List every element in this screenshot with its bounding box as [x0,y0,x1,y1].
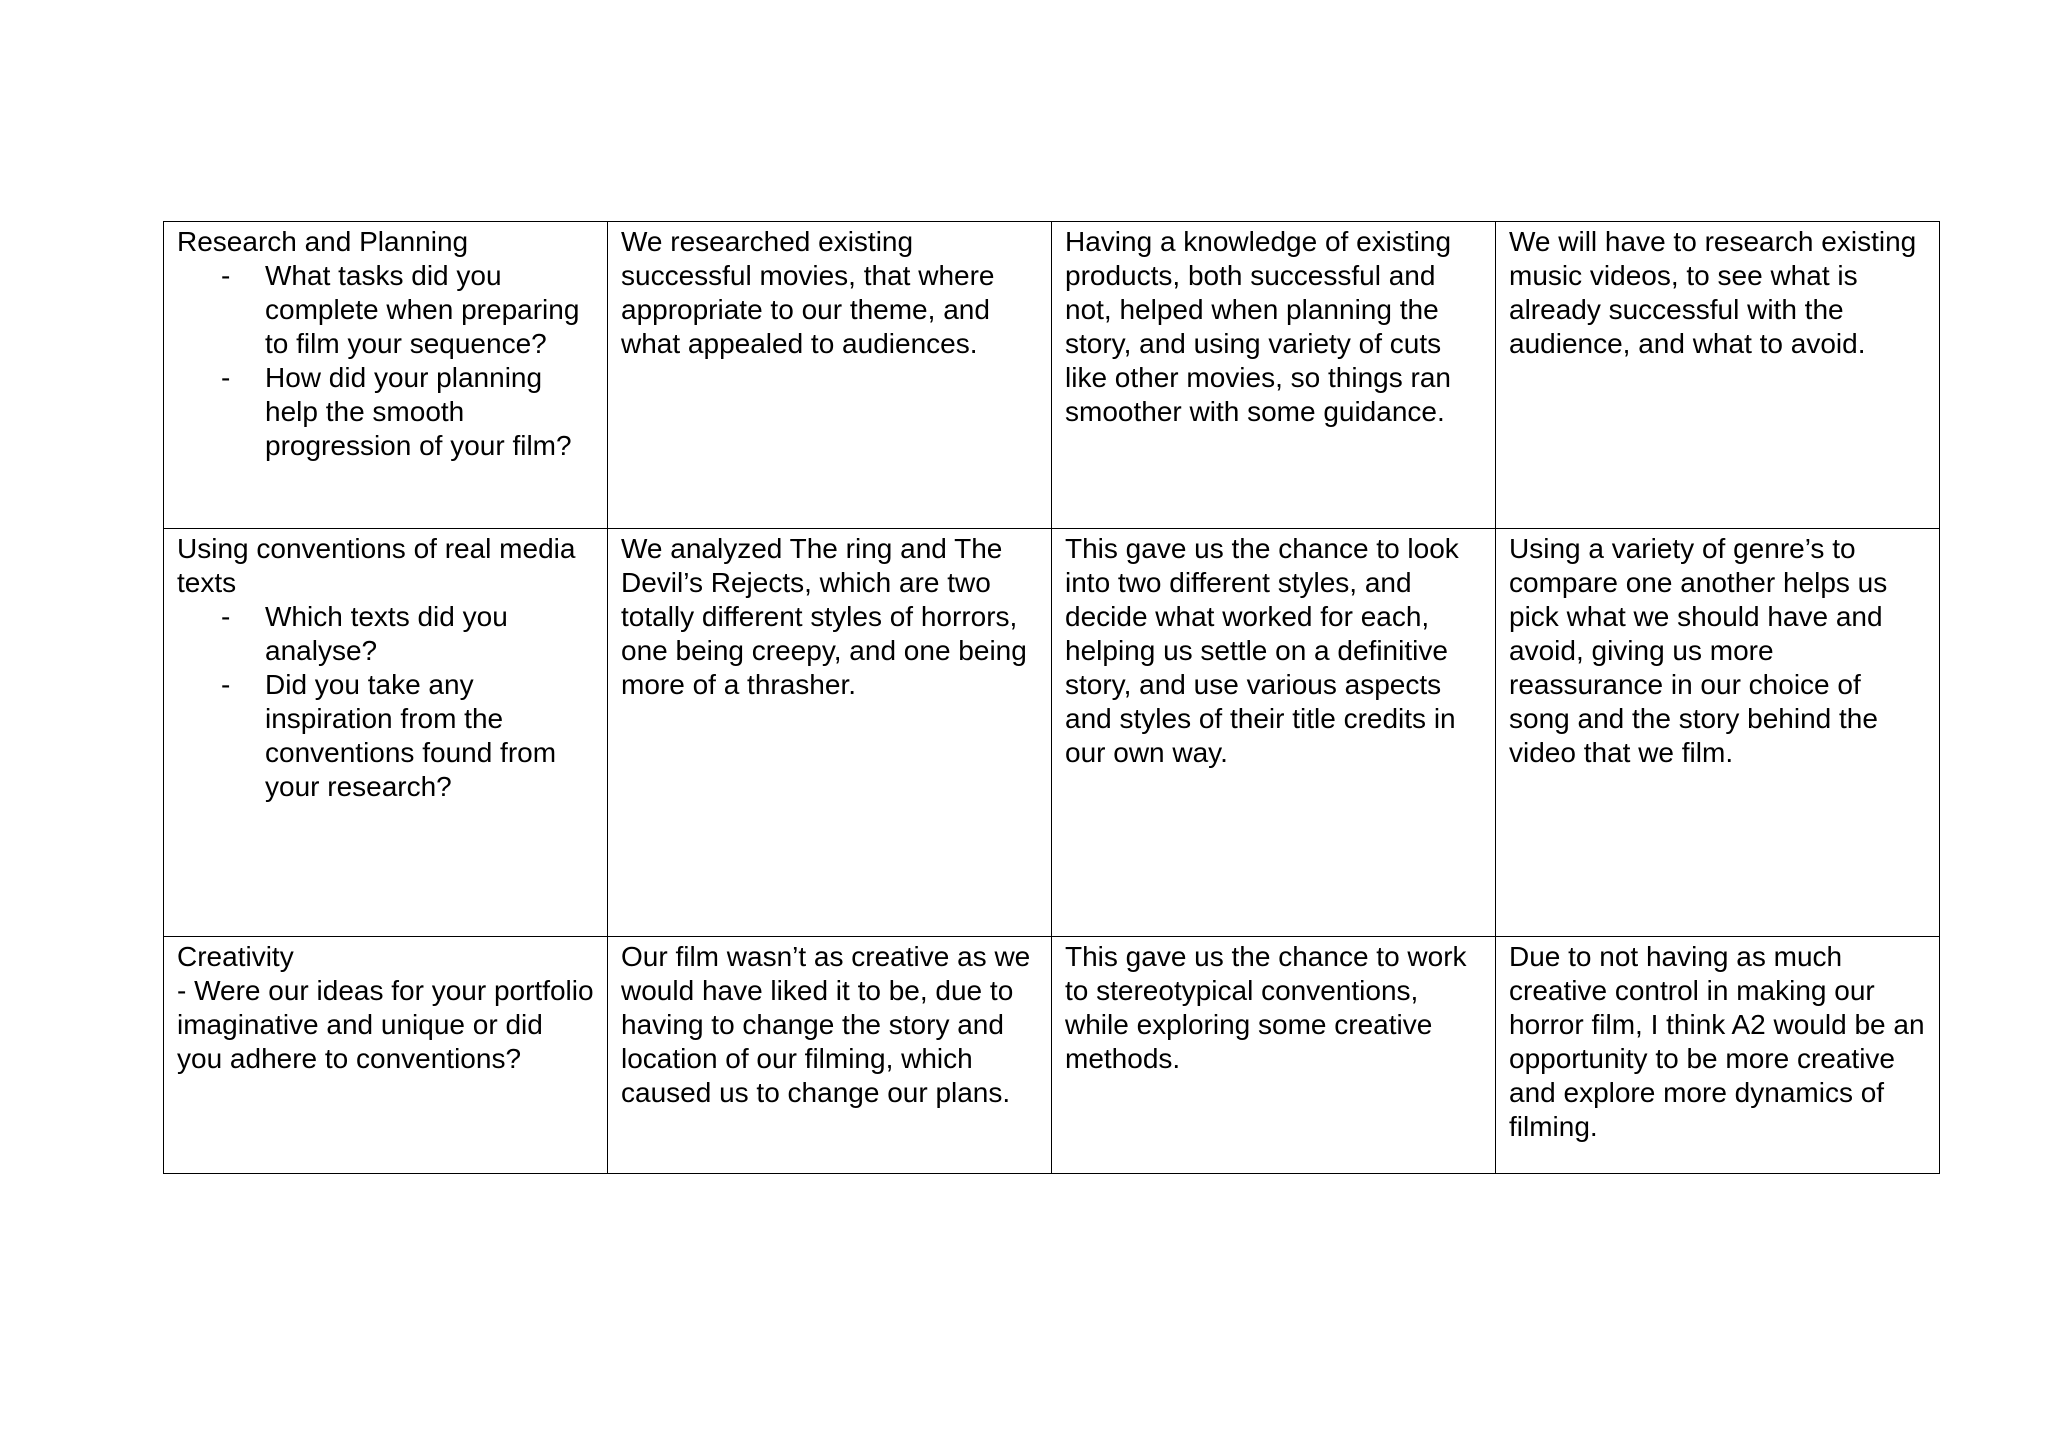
table-cell: We will have to research existing music videos, to see what is already successful with the audience, and what to avoid. [1496,222,1940,529]
table-cell: Due to not having as much creative control in making our horror film, I think A2 would be an opportunity to be more creative and explore more dynamics of filming. [1496,937,1940,1174]
table-cell: We researched existing successful movies, that where appropriate to our theme, and what appealed to audiences. [608,222,1052,529]
question-list [177,600,595,804]
row-heading-cell [164,937,608,1174]
bullet-dash: - [221,260,231,291]
row-heading: Creativity [177,941,294,972]
question-text: Did you take any inspiration from the conventions found from your research? [265,669,557,802]
table-cell: We analyzed The ring and The Devil’s Rejects, which are two totally different styles of horrors, one being creepy, and one being more of a thrasher. [608,529,1052,937]
table-cell: Having a knowledge of existing products, both successful and not, helped when planning the story, and using variety of cuts like other movies, so things ran smoother with some guidance. [1052,222,1496,529]
bullet-dash: - [221,669,231,700]
question-item [177,361,595,463]
table-cell: This gave us the chance to work to stereotypical conventions, while exploring some creative methods. [1052,937,1496,1174]
bullet-dash: - [221,601,231,632]
question-text: - Were our ideas for your portfolio imaginative and unique or did you adhere to conventions? [177,975,594,1074]
row-heading: Using conventions of real media texts [177,533,576,598]
table-cell: Our film wasn’t as creative as we would have liked it to be, due to having to change the story and location of our filming, which caused us to change our plans. [608,937,1052,1174]
table-row [164,937,1940,1174]
table-row [164,222,1940,529]
question-text: How did your planning help the smooth progression of your film? [265,362,572,461]
question-item [177,600,595,668]
table-row [164,529,1940,937]
question-text: Which texts did you analyse? [265,601,508,666]
bullet-dash: - [221,362,231,393]
question-list [177,259,595,463]
row-heading: Research and Planning [177,226,469,257]
table-cell: This gave us the chance to look into two different styles, and decide what worked for each, helping us settle on a definitive story, and use various aspects and styles of their title credits in our own way. [1052,529,1496,937]
question-item [177,259,595,361]
table-cell: Using a variety of genre’s to compare one another helps us pick what we should have and avoid, giving us more reassurance in our choice of song and the story behind the video that we film. [1496,529,1940,937]
question-item [177,668,595,804]
row-heading-cell [164,222,608,529]
question-text: What tasks did you complete when preparing to film your sequence? [265,260,580,359]
row-heading-cell [164,529,608,937]
evaluation-table [163,221,1940,1174]
